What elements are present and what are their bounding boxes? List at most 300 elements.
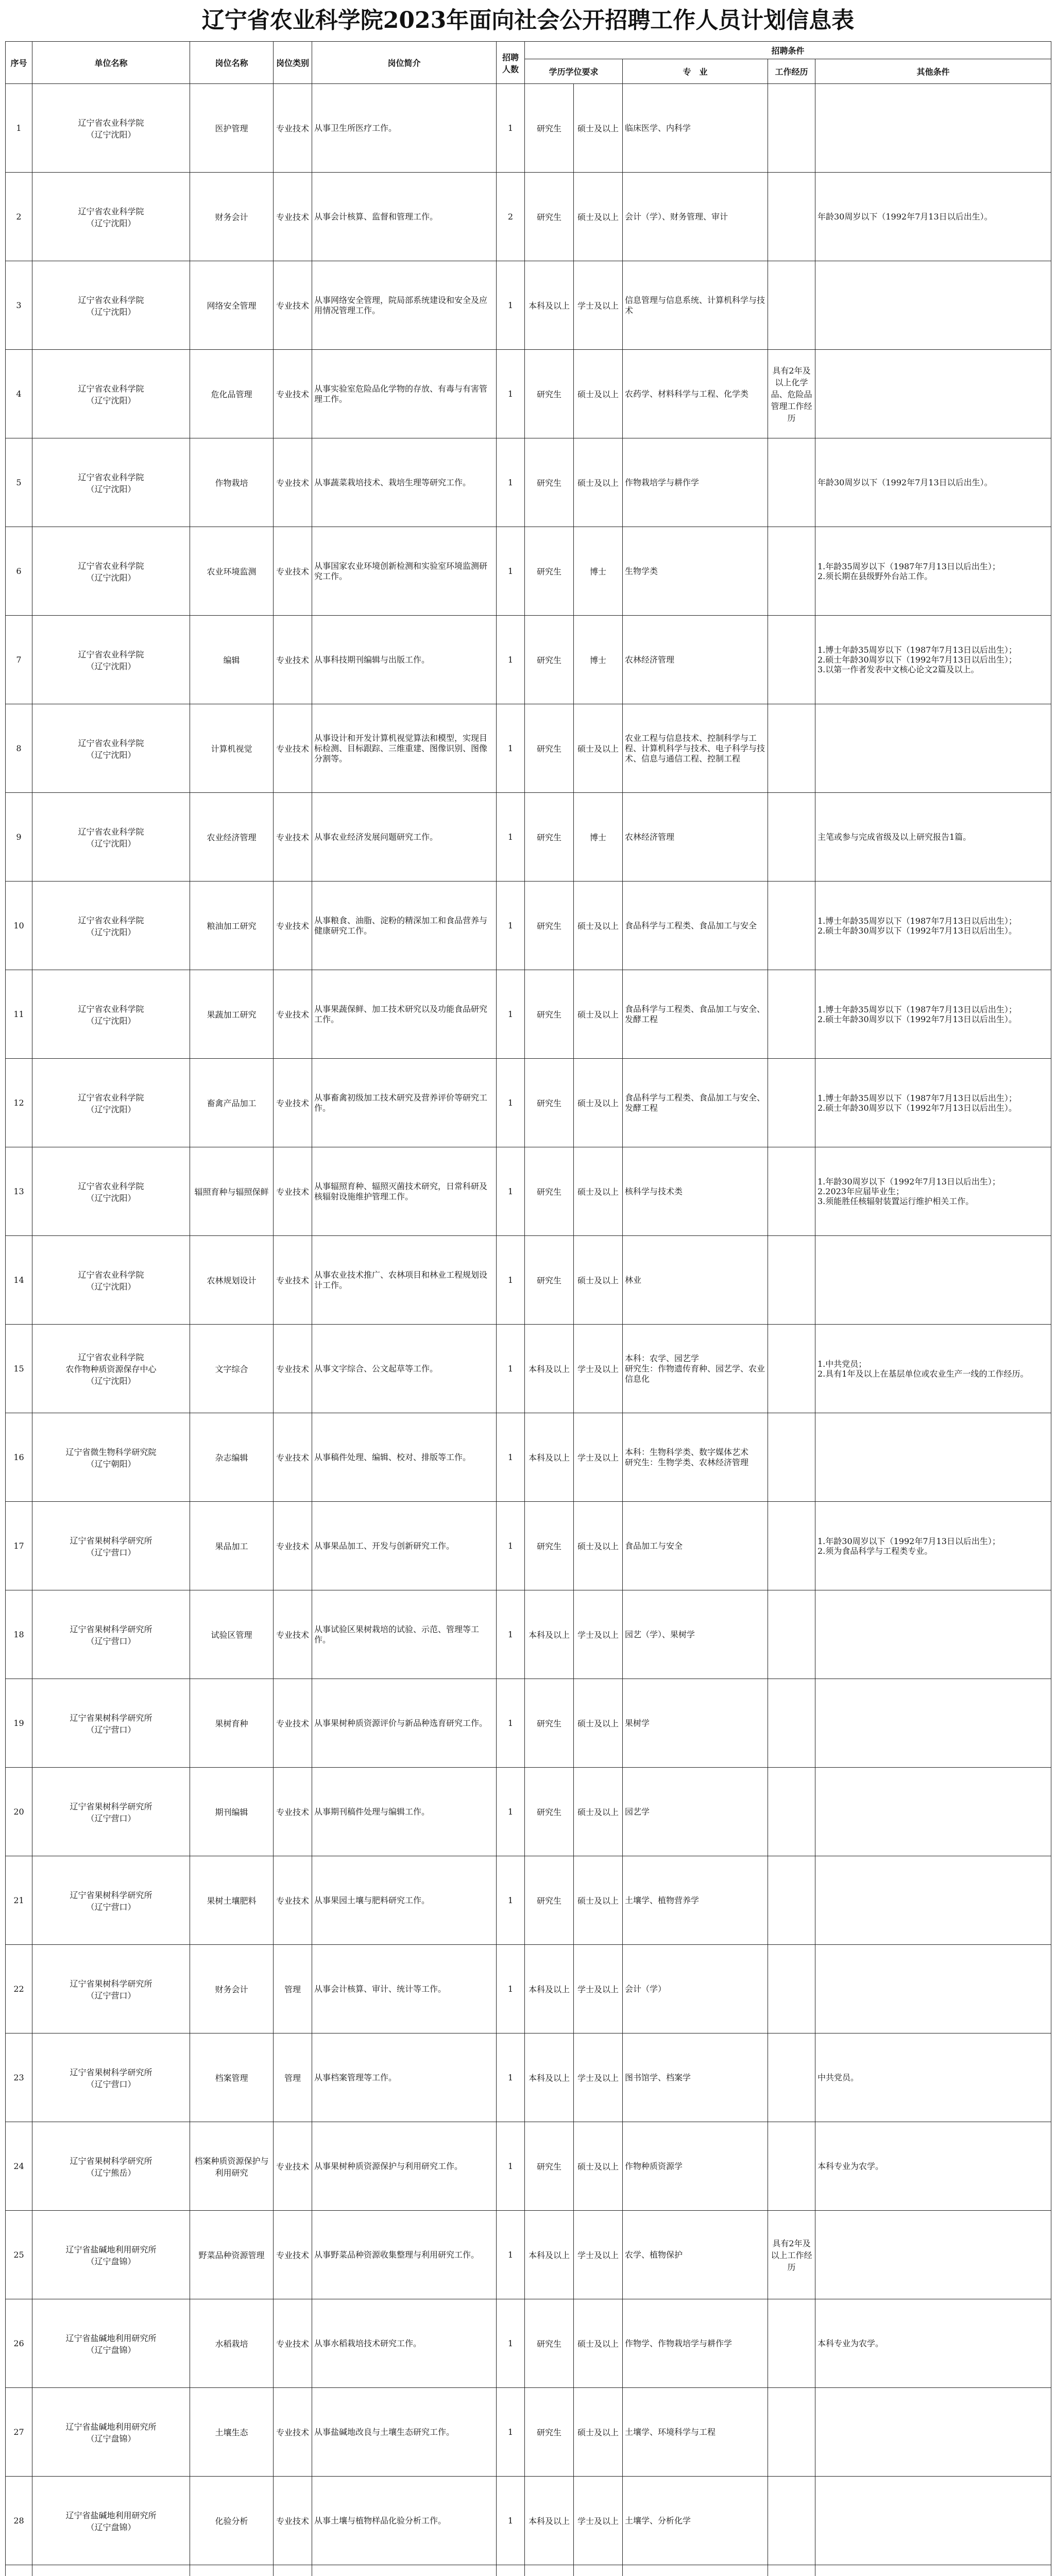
cell-count: 1 — [497, 1856, 525, 1945]
cell-position: 辐照育种与辐照保鲜 — [190, 1147, 274, 1236]
cell-degree: 硕士及以上 — [574, 2299, 623, 2388]
cell-category: 专业技术 — [274, 261, 312, 350]
table-row — [6, 2565, 1051, 2576]
header-conditions: 招聘条件 — [525, 42, 1051, 59]
cell-education: 研究生 — [525, 350, 574, 438]
cell-experience — [768, 1236, 815, 1325]
cell-degree: 硕士及以上 — [574, 1059, 623, 1147]
cell-other: 中共党员。 — [815, 2033, 1051, 2122]
cell-experience: 具有2年及以上工作经历 — [768, 2211, 815, 2299]
cell-unit: 辽宁省盐碱地利用研究所 （辽宁盘锦） — [32, 2299, 190, 2388]
cell-category: 专业技术 — [274, 2477, 312, 2565]
cell-other — [815, 2211, 1051, 2299]
cell-count: 1 — [497, 2299, 525, 2388]
cell-other: 年龄30周岁以下（1992年7月13日以后出生）。 — [815, 173, 1051, 261]
header-intro: 岗位简介 — [312, 42, 497, 84]
cell-unit: 辽宁省农业科学院 （辽宁沈阳） — [32, 350, 190, 438]
table-row — [6, 1768, 1051, 1856]
cell-major: 食品加工与安全 — [623, 1502, 768, 1590]
cell-degree: 硕士及以上 — [574, 1679, 623, 1768]
cell-major: 食品科学与工程类、食品加工与安全 — [623, 882, 768, 970]
cell-other: 1.博士年龄35周岁以下（1987年7月13日以后出生）； 2.硕士年龄30周岁以下（1992年7月13日以后出生）。 — [815, 970, 1051, 1059]
cell-intro: 从事会计核算、审计、统计等工作。 — [312, 1945, 497, 2033]
cell-intro: 从事野菜品种资源收集整理与利用研究工作。 — [312, 2211, 497, 2299]
cell-other: 1.博士年龄35周岁以下（1987年7月13日以后出生）； 2.硕士年龄30周岁以下（1992年7月13日以后出生）； 3.以第一作者发表中文核心论文2篇及以上。 — [815, 616, 1051, 704]
cell-intro: 从事期刊稿件处理与编辑工作。 — [312, 1768, 497, 1856]
cell-experience — [768, 1325, 815, 1413]
cell-major: 农林经济管理 — [623, 616, 768, 704]
cell-degree: 博士 — [574, 616, 623, 704]
cell-category: 专业技术 — [274, 2299, 312, 2388]
cell-experience — [768, 616, 815, 704]
cell-intro: 从事文字综合、公文起草等工作。 — [312, 1325, 497, 1413]
table-row — [6, 1325, 1051, 1413]
cell-degree: 硕士及以上 — [574, 350, 623, 438]
cell-other — [815, 2388, 1051, 2477]
cell-intro: 从事粮食、油脂、淀粉的精深加工和食品营养与健康研究工作。 — [312, 882, 497, 970]
cell-seq: 13 — [6, 1147, 32, 1236]
cell-education: 本科及以上 — [525, 2211, 574, 2299]
header-other: 其他条件 — [815, 59, 1051, 84]
cell-unit: 辽宁省盐碱地利用研究所 （辽宁盘锦） — [32, 2211, 190, 2299]
cell-count: 1 — [497, 2388, 525, 2477]
cell-position: 野菜品种资源管理 — [190, 2211, 274, 2299]
cell-category: 专业技术 — [274, 1413, 312, 1502]
cell-unit: 辽宁省农业科学院 （辽宁沈阳） — [32, 704, 190, 793]
cell-education: 研究生 — [525, 2122, 574, 2211]
table-row — [6, 527, 1051, 616]
cell-other: 1.年龄30周岁以下（1992年7月13日以后出生）； 2.2023年应届毕业生； 3.须能胜任核辐射装置运行维护相关工作。 — [815, 1147, 1051, 1236]
cell-count: 1 — [497, 527, 525, 616]
cell-experience — [768, 1590, 815, 1679]
cell-position: 财务会计 — [190, 173, 274, 261]
cell-seq: 24 — [6, 2122, 32, 2211]
cell-unit: 辽宁省果树科学研究所 （辽宁营口） — [32, 1502, 190, 1590]
table-row — [6, 793, 1051, 882]
cell-degree: 学士及以上 — [574, 1413, 623, 1502]
cell-major: 果树学 — [623, 1679, 768, 1768]
cell-seq: 8 — [6, 704, 32, 793]
cell-degree: 学士及以上 — [574, 1590, 623, 1679]
cell-category: 专业技术 — [274, 882, 312, 970]
header-unit: 单位名称 — [32, 42, 190, 84]
cell-category: 专业技术 — [274, 1590, 312, 1679]
cell-other: 本科专业为农学。 — [815, 2299, 1051, 2388]
cell-unit: 辽宁省农业科学院 （辽宁沈阳） — [32, 261, 190, 350]
table-row — [6, 2122, 1051, 2211]
cell-experience — [768, 970, 815, 1059]
table-row — [6, 1945, 1051, 2033]
cell-education: 本科及以上 — [525, 2477, 574, 2565]
cell-intro: 从事科技期刊编辑与出版工作。 — [312, 616, 497, 704]
cell-category: 专业技术 — [274, 1768, 312, 1856]
cell-category: 管理 — [274, 1945, 312, 2033]
cell-education — [525, 2565, 574, 2576]
cell-major: 林业 — [623, 1236, 768, 1325]
cell-seq: 14 — [6, 1236, 32, 1325]
cell-education: 研究生 — [525, 970, 574, 1059]
table-row — [6, 2299, 1051, 2388]
cell-major: 农林经济管理 — [623, 793, 768, 882]
cell-education: 研究生 — [525, 793, 574, 882]
cell-experience — [768, 84, 815, 173]
cell-category: 专业技术 — [274, 1147, 312, 1236]
cell-major: 土壤学、植物营养学 — [623, 1856, 768, 1945]
cell-seq: 10 — [6, 882, 32, 970]
cell-unit: 辽宁省农业科学院 （辽宁沈阳） — [32, 1147, 190, 1236]
cell-other: 本科专业为农学。 — [815, 2122, 1051, 2211]
cell-seq: 25 — [6, 2211, 32, 2299]
cell-other — [815, 704, 1051, 793]
cell-education: 研究生 — [525, 882, 574, 970]
cell-unit: 辽宁省农业科学院 （辽宁沈阳） — [32, 970, 190, 1059]
cell-degree: 博士 — [574, 527, 623, 616]
cell-intro: 从事档案管理等工作。 — [312, 2033, 497, 2122]
cell-seq: 20 — [6, 1768, 32, 1856]
table-row — [6, 84, 1051, 173]
cell-degree: 硕士及以上 — [574, 1502, 623, 1590]
recruitment-table — [5, 41, 1051, 2576]
cell-other: 主笔或参与完成省级及以上研究报告1篇。 — [815, 793, 1051, 882]
cell-experience — [768, 1679, 815, 1768]
cell-seq: 4 — [6, 350, 32, 438]
cell-other — [815, 261, 1051, 350]
cell-major: 作物种质资源学 — [623, 2122, 768, 2211]
cell-education: 研究生 — [525, 527, 574, 616]
cell-position: 农业经济管理 — [190, 793, 274, 882]
cell-experience — [768, 1945, 815, 2033]
cell-position: 果蔬加工研究 — [190, 970, 274, 1059]
cell-degree: 硕士及以上 — [574, 2122, 623, 2211]
cell-intro: 从事会计核算、监督和管理工作。 — [312, 173, 497, 261]
table-row — [6, 1236, 1051, 1325]
cell-category: 专业技术 — [274, 793, 312, 882]
cell-intro: 从事稿件处理、编辑、校对、排版等工作。 — [312, 1413, 497, 1502]
cell-experience — [768, 882, 815, 970]
cell-count: 1 — [497, 1325, 525, 1413]
header-major: 专 业 — [623, 59, 768, 84]
cell-major: 食品科学与工程类、食品加工与安全、发酵工程 — [623, 1059, 768, 1147]
cell-position: 果品加工 — [190, 1502, 274, 1590]
cell-position: 果树育种 — [190, 1679, 274, 1768]
cell-intro: 从事试验区果树栽培的试验、示范、管理等工作。 — [312, 1590, 497, 1679]
cell-unit: 辽宁省盐碱地利用研究所 （辽宁盘锦） — [32, 2388, 190, 2477]
cell-position: 编辑 — [190, 616, 274, 704]
cell-category: 专业技术 — [274, 173, 312, 261]
cell-degree: 学士及以上 — [574, 1325, 623, 1413]
table-row — [6, 1147, 1051, 1236]
table-row — [6, 173, 1051, 261]
cell-position: 杂志编辑 — [190, 1413, 274, 1502]
cell-experience — [768, 2565, 815, 2576]
cell-category: 专业技术 — [274, 2211, 312, 2299]
cell-unit: 辽宁省农业科学院 （辽宁沈阳） — [32, 527, 190, 616]
cell-education: 本科及以上 — [525, 1590, 574, 1679]
cell-other: 1.博士年龄35周岁以下（1987年7月13日以后出生）； 2.硕士年龄30周岁以下（1992年7月13日以后出生）。 — [815, 1059, 1051, 1147]
cell-count: 1 — [497, 350, 525, 438]
cell-other — [815, 1590, 1051, 1679]
cell-experience — [768, 1413, 815, 1502]
cell-intro: 从事蔬菜栽培技术、栽培生理等研究工作。 — [312, 438, 497, 527]
cell-education: 本科及以上 — [525, 1325, 574, 1413]
cell-education: 研究生 — [525, 1236, 574, 1325]
cell-count: 1 — [497, 1147, 525, 1236]
cell-intro: 从事设计和开发计算机视觉算法和模型，实现目标检测、目标跟踪、三维重建、图像识别、图像分割等。 — [312, 704, 497, 793]
cell-position: 水稻栽培 — [190, 2299, 274, 2388]
cell-education: 本科及以上 — [525, 1945, 574, 2033]
cell-count: 1 — [497, 84, 525, 173]
table-row — [6, 1413, 1051, 1502]
cell-major: 农业工程与信息技术、控制科学与工程、计算机科学与技术、电子科学与技术、信息与通信工程、控制工程 — [623, 704, 768, 793]
cell-position: 农林规划设计 — [190, 1236, 274, 1325]
cell-experience — [768, 2299, 815, 2388]
cell-seq: 3 — [6, 261, 32, 350]
cell-intro — [312, 2565, 497, 2576]
cell-position: 果树土壤肥料 — [190, 1856, 274, 1945]
cell-unit: 辽宁省果树科学研究所 （辽宁营口） — [32, 2033, 190, 2122]
cell-intro: 从事辐照育种、辐照灭菌技术研究，日常科研及核辐射设施维护管理工作。 — [312, 1147, 497, 1236]
cell-major: 园艺（学）、果树学 — [623, 1590, 768, 1679]
cell-degree: 学士及以上 — [574, 2211, 623, 2299]
cell-other: 1.博士年龄35周岁以下（1987年7月13日以后出生）； 2.硕士年龄30周岁以下（1992年7月13日以后出生）。 — [815, 882, 1051, 970]
cell-experience — [768, 173, 815, 261]
cell-category: 专业技术 — [274, 1325, 312, 1413]
cell-category: 专业技术 — [274, 616, 312, 704]
table-row — [6, 616, 1051, 704]
cell-major: 食品科学与工程类、食品加工与安全、发酵工程 — [623, 970, 768, 1059]
cell-degree: 学士及以上 — [574, 1945, 623, 2033]
cell-unit: 辽宁省果树科学研究所 （辽宁营口） — [32, 1856, 190, 1945]
cell-unit: 辽宁省农业科学院 （辽宁沈阳） — [32, 882, 190, 970]
cell-education: 本科及以上 — [525, 261, 574, 350]
cell-unit — [32, 2565, 190, 2576]
cell-intro: 从事农业技术推广、农林项目和林业工程规划设计工作。 — [312, 1236, 497, 1325]
cell-major: 作物学、作物栽培学与耕作学 — [623, 2299, 768, 2388]
cell-experience — [768, 704, 815, 793]
table-row — [6, 2388, 1051, 2477]
cell-count: 1 — [497, 1679, 525, 1768]
cell-intro: 从事水稻栽培技术研究工作。 — [312, 2299, 497, 2388]
cell-intro: 从事土壤与植物样品化验分析工作。 — [312, 2477, 497, 2565]
cell-degree: 硕士及以上 — [574, 882, 623, 970]
table-row — [6, 970, 1051, 1059]
cell-education: 研究生 — [525, 2388, 574, 2477]
cell-education: 研究生 — [525, 1059, 574, 1147]
cell-category: 专业技术 — [274, 438, 312, 527]
cell-position: 试验区管理 — [190, 1590, 274, 1679]
cell-position — [190, 2565, 274, 2576]
cell-position: 网络安全管理 — [190, 261, 274, 350]
cell-count: 1 — [497, 1413, 525, 1502]
cell-seq: 23 — [6, 2033, 32, 2122]
cell-count: 1 — [497, 1945, 525, 2033]
cell-education: 研究生 — [525, 1856, 574, 1945]
cell-unit: 辽宁省农业科学院 农作物种质资源保存中心 （辽宁沈阳） — [32, 1325, 190, 1413]
cell-major: 临床医学、内科学 — [623, 84, 768, 173]
cell-count: 1 — [497, 1502, 525, 1590]
cell-position: 期刊编辑 — [190, 1768, 274, 1856]
cell-education: 研究生 — [525, 704, 574, 793]
cell-degree: 学士及以上 — [574, 261, 623, 350]
cell-education: 研究生 — [525, 616, 574, 704]
header-seq: 序号 — [6, 42, 32, 84]
cell-seq: 26 — [6, 2299, 32, 2388]
cell-intro: 从事果园土壤与肥料研究工作。 — [312, 1856, 497, 1945]
cell-unit: 辽宁省果树科学研究所 （辽宁营口） — [32, 1590, 190, 1679]
page-title: 辽宁省农业科学院2023年面向社会公开招聘工作人员计划信息表 — [201, 7, 855, 33]
cell-degree: 博士 — [574, 793, 623, 882]
cell-other — [815, 350, 1051, 438]
cell-major: 农药学、材料科学与工程、化学类 — [623, 350, 768, 438]
cell-category — [274, 2565, 312, 2576]
cell-count: 1 — [497, 793, 525, 882]
cell-experience — [768, 2122, 815, 2211]
cell-degree: 硕士及以上 — [574, 970, 623, 1059]
cell-count: 1 — [497, 1059, 525, 1147]
cell-position: 档案种质资源保护与利用研究 — [190, 2122, 274, 2211]
cell-other — [815, 1856, 1051, 1945]
table-row — [6, 1856, 1051, 1945]
cell-count: 1 — [497, 261, 525, 350]
table-row — [6, 2477, 1051, 2565]
cell-experience — [768, 527, 815, 616]
cell-intro: 从事畜禽初级加工技术研究及营养评价等研究工作。 — [312, 1059, 497, 1147]
cell-count: 1 — [497, 882, 525, 970]
cell-other: 年龄30周岁以下（1992年7月13日以后出生）。 — [815, 438, 1051, 527]
cell-other — [815, 2565, 1051, 2576]
table-row — [6, 882, 1051, 970]
cell-seq: 2 — [6, 173, 32, 261]
cell-category: 专业技术 — [274, 1856, 312, 1945]
cell-unit: 辽宁省农业科学院 （辽宁沈阳） — [32, 173, 190, 261]
cell-count: 2 — [497, 173, 525, 261]
cell-education: 研究生 — [525, 2299, 574, 2388]
table-row — [6, 438, 1051, 527]
cell-category: 专业技术 — [274, 704, 312, 793]
cell-count: 1 — [497, 2211, 525, 2299]
cell-count: 1 — [497, 1768, 525, 1856]
cell-position: 医护管理 — [190, 84, 274, 173]
cell-seq: 27 — [6, 2388, 32, 2477]
cell-education: 研究生 — [525, 1768, 574, 1856]
cell-other: 1.中共党员； 2.具有1年及以上在基层单位或农业生产一线的工作经历。 — [815, 1325, 1051, 1413]
cell-experience — [768, 1768, 815, 1856]
cell-intro: 从事网络安全管理，院局部系统建设和安全及应用情况管理工作。 — [312, 261, 497, 350]
cell-major: 土壤学、环境科学与工程 — [623, 2388, 768, 2477]
cell-education: 研究生 — [525, 84, 574, 173]
header-position: 岗位名称 — [190, 42, 274, 84]
table-row — [6, 1059, 1051, 1147]
cell-count — [497, 2565, 525, 2576]
cell-position: 畜禽产品加工 — [190, 1059, 274, 1147]
cell-unit: 辽宁省农业科学院 （辽宁沈阳） — [32, 1059, 190, 1147]
cell-count: 1 — [497, 1236, 525, 1325]
cell-degree: 硕士及以上 — [574, 704, 623, 793]
cell-other: 1.年龄30周岁以下（1992年7月13日以后出生）； 2.须为食品科学与工程类专业。 — [815, 1502, 1051, 1590]
cell-other: 1.年龄35周岁以下（1987年7月13日以后出生）； 2.须长期在县级野外台站工作。 — [815, 527, 1051, 616]
cell-degree: 学士及以上 — [574, 2033, 623, 2122]
cell-category: 专业技术 — [274, 2122, 312, 2211]
cell-count: 1 — [497, 2477, 525, 2565]
cell-education: 研究生 — [525, 173, 574, 261]
table-row — [6, 1679, 1051, 1768]
cell-intro: 从事果蔬保鲜、加工技术研究以及功能食品研究工作。 — [312, 970, 497, 1059]
cell-position: 文字综合 — [190, 1325, 274, 1413]
cell-other — [815, 2477, 1051, 2565]
cell-position: 危化品管理 — [190, 350, 274, 438]
cell-experience — [768, 1502, 815, 1590]
cell-experience — [768, 1059, 815, 1147]
cell-unit: 辽宁省农业科学院 （辽宁沈阳） — [32, 84, 190, 173]
cell-degree: 硕士及以上 — [574, 1856, 623, 1945]
cell-category: 专业技术 — [274, 1236, 312, 1325]
cell-other — [815, 84, 1051, 173]
table-row — [6, 1502, 1051, 1590]
cell-intro: 从事果树种质资源保护与利用研究工作。 — [312, 2122, 497, 2211]
cell-seq: 21 — [6, 1856, 32, 1945]
cell-degree: 硕士及以上 — [574, 1147, 623, 1236]
header-experience: 工作经历 — [768, 59, 815, 84]
cell-major: 农学、植物保护 — [623, 2211, 768, 2299]
cell-major: 土壤学、分析化学 — [623, 2477, 768, 2565]
cell-experience — [768, 2033, 815, 2122]
cell-category: 专业技术 — [274, 1059, 312, 1147]
cell-education: 研究生 — [525, 1679, 574, 1768]
cell-unit: 辽宁省盐碱地利用研究所 （辽宁盘锦） — [32, 2477, 190, 2565]
cell-seq: 7 — [6, 616, 32, 704]
cell-experience — [768, 1147, 815, 1236]
table-row — [6, 704, 1051, 793]
cell-category: 专业技术 — [274, 1502, 312, 1590]
cell-seq: 28 — [6, 2477, 32, 2565]
cell-degree: 硕士及以上 — [574, 173, 623, 261]
cell-seq: 22 — [6, 1945, 32, 2033]
cell-other — [815, 1679, 1051, 1768]
cell-seq — [6, 2565, 32, 2576]
cell-experience — [768, 793, 815, 882]
cell-degree: 硕士及以上 — [574, 2388, 623, 2477]
cell-experience — [768, 1856, 815, 1945]
cell-position: 土壤生态 — [190, 2388, 274, 2477]
cell-degree: 硕士及以上 — [574, 1768, 623, 1856]
cell-unit: 辽宁省果树科学研究所 （辽宁营口） — [32, 1945, 190, 2033]
cell-seq: 12 — [6, 1059, 32, 1147]
cell-count: 1 — [497, 2033, 525, 2122]
cell-seq: 18 — [6, 1590, 32, 1679]
cell-experience — [768, 2477, 815, 2565]
cell-seq: 11 — [6, 970, 32, 1059]
cell-seq: 6 — [6, 527, 32, 616]
cell-degree: 硕士及以上 — [574, 84, 623, 173]
table-row — [6, 261, 1051, 350]
cell-other — [815, 1236, 1051, 1325]
cell-major: 作物栽培学与耕作学 — [623, 438, 768, 527]
cell-category: 专业技术 — [274, 350, 312, 438]
cell-position: 农业环境监测 — [190, 527, 274, 616]
cell-intro: 从事卫生所医疗工作。 — [312, 84, 497, 173]
cell-experience — [768, 261, 815, 350]
cell-unit: 辽宁省农业科学院 （辽宁沈阳） — [32, 616, 190, 704]
cell-experience: 具有2年及以上化学品、危险品管理工作经历 — [768, 350, 815, 438]
cell-other — [815, 1945, 1051, 2033]
cell-unit: 辽宁省农业科学院 （辽宁沈阳） — [32, 793, 190, 882]
cell-intro: 从事盐碱地改良与土壤生态研究工作。 — [312, 2388, 497, 2477]
cell-degree: 硕士及以上 — [574, 1236, 623, 1325]
cell-degree — [574, 2565, 623, 2576]
header-category: 岗位类别 — [274, 42, 312, 84]
cell-unit: 辽宁省果树科学研究所 （辽宁营口） — [32, 1768, 190, 1856]
cell-degree: 硕士及以上 — [574, 438, 623, 527]
